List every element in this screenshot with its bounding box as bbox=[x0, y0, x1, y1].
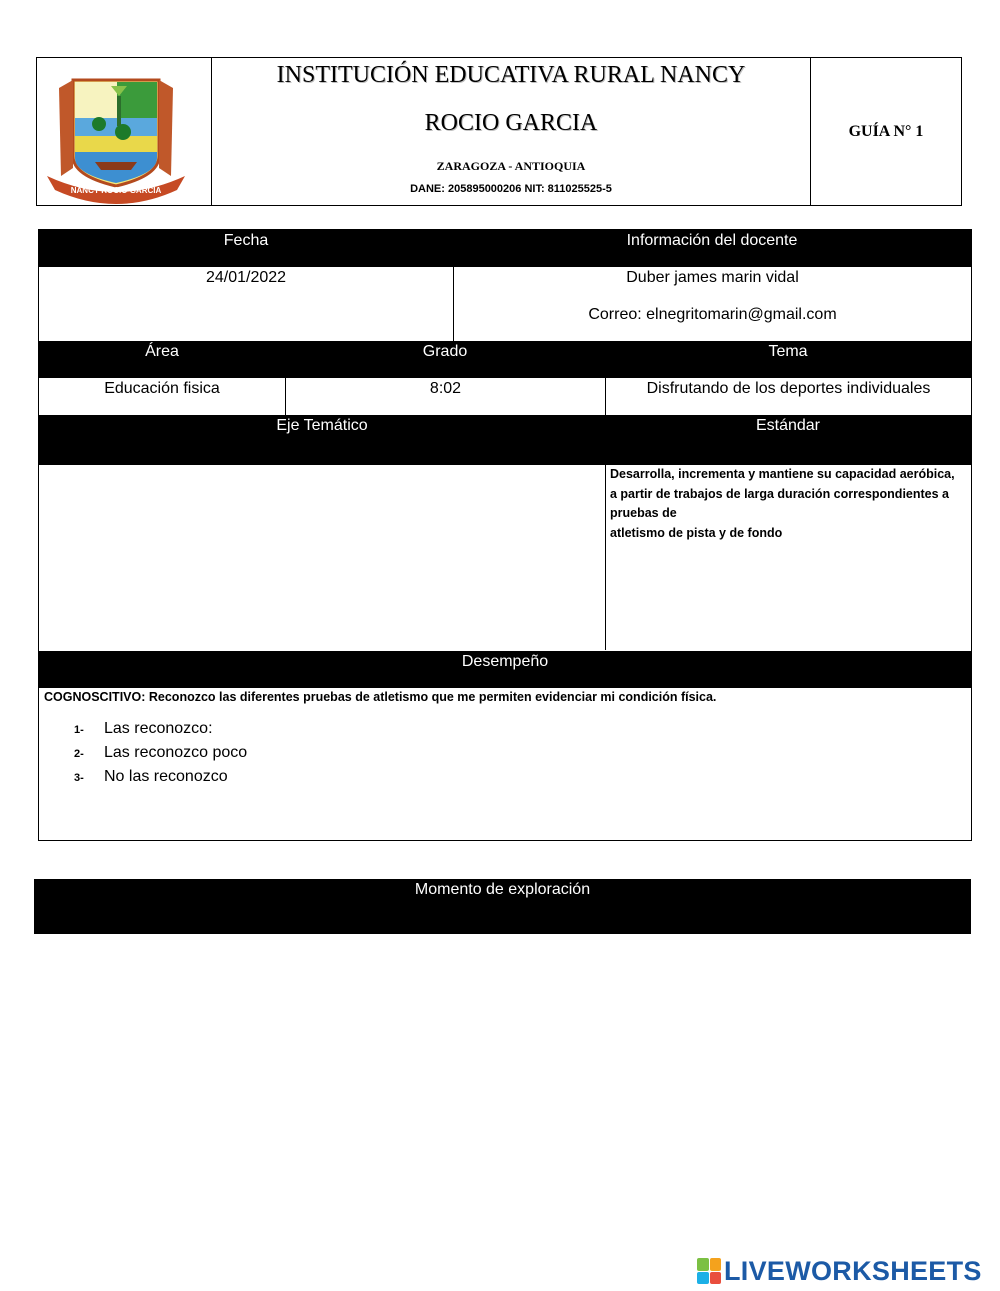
desempeno-label: Desempeño bbox=[461, 653, 549, 670]
eje-value bbox=[39, 465, 605, 651]
exploration-bar bbox=[34, 879, 971, 934]
header-row-fecha-docente bbox=[39, 230, 971, 267]
list-item-text: Las reconozco: bbox=[104, 720, 213, 737]
grado-label: Grado bbox=[422, 343, 468, 360]
header-row-eje-estandar bbox=[39, 415, 971, 465]
grado-value: 8:02 bbox=[429, 380, 462, 397]
brand-badge-letter bbox=[697, 1272, 709, 1285]
docente-name: Duber james marin vidal bbox=[626, 269, 799, 286]
exploration-label: Momento de exploración bbox=[414, 881, 591, 898]
estandar-line: pruebas de bbox=[610, 506, 677, 520]
eje-label: Eje Temático bbox=[276, 417, 368, 434]
tema-value: Disfrutando de los deportes individuales bbox=[646, 380, 931, 397]
estandar-line: atletismo de pista y de fondo bbox=[610, 525, 783, 540]
area-label: Área bbox=[145, 343, 179, 360]
school-logo bbox=[37, 58, 212, 205]
list-item-text: No las reconozco bbox=[104, 768, 228, 785]
list-item bbox=[74, 768, 674, 792]
estandar-text bbox=[610, 465, 970, 543]
cognoscitivo-description: Reconozco las diferentes pruebas de atletismo que me permiten evidenciar mi condición física. bbox=[145, 690, 717, 704]
estandar-line: a partir de trabajos de larga duración correspondientes a bbox=[610, 486, 949, 501]
guide-number: GUÍA N° 1 bbox=[848, 122, 924, 140]
estandar-label: Estándar bbox=[755, 417, 821, 434]
tema-label: Tema bbox=[768, 343, 808, 360]
liveworksheets-logo[interactable] bbox=[697, 1256, 982, 1286]
cognoscitivo-label: COGNOSCITIVO: bbox=[44, 690, 146, 704]
fecha-label: Fecha bbox=[223, 232, 269, 249]
guide-cell bbox=[810, 58, 961, 205]
fecha-value: 24/01/2022 bbox=[205, 269, 287, 286]
list-item-number: 1- bbox=[74, 724, 84, 736]
institution-city: ZARAGOZA - ANTIOQUIA bbox=[436, 159, 586, 173]
list-item-number: 2- bbox=[74, 748, 84, 760]
brand-text: LIVEWORKSHEETS bbox=[724, 1255, 982, 1286]
list-item-number: 3- bbox=[74, 772, 84, 784]
brand-badge-icon bbox=[697, 1258, 721, 1284]
brand-badge-letter bbox=[697, 1258, 709, 1271]
header-box bbox=[36, 57, 962, 206]
info-table bbox=[38, 229, 972, 841]
logo-ribbon-text: NANCY ROCIO GARCIA bbox=[70, 186, 162, 195]
header-row-desempeno bbox=[39, 651, 971, 688]
options-list bbox=[74, 720, 674, 792]
estandar-line: Desarrolla, incrementa y mantiene su capacidad aeróbica, bbox=[610, 467, 955, 481]
cognoscitivo-text bbox=[44, 690, 964, 704]
docente-label: Información del docente bbox=[626, 232, 798, 249]
institution-cell bbox=[212, 58, 810, 205]
area-value: Educación fisica bbox=[104, 380, 220, 397]
logo-cell bbox=[37, 58, 212, 205]
institution-dane-nit: DANE: 205895000206 NIT: 811025525-5 bbox=[410, 183, 612, 195]
institution-name-line1: INSTITUCIÓN EDUCATIVA RURAL NANCY bbox=[276, 62, 746, 88]
list-item bbox=[74, 720, 674, 744]
institution-name-line2: ROCIO GARCIA bbox=[424, 110, 598, 136]
docente-email: Correo: elnegritomarin@gmail.com bbox=[588, 306, 837, 323]
brand-badge-letter bbox=[710, 1272, 722, 1285]
list-item-text: Las reconozco poco bbox=[104, 744, 248, 761]
list-item bbox=[74, 744, 674, 768]
header-row-area-grado-tema bbox=[39, 341, 971, 378]
brand-badge-letter bbox=[710, 1258, 722, 1271]
